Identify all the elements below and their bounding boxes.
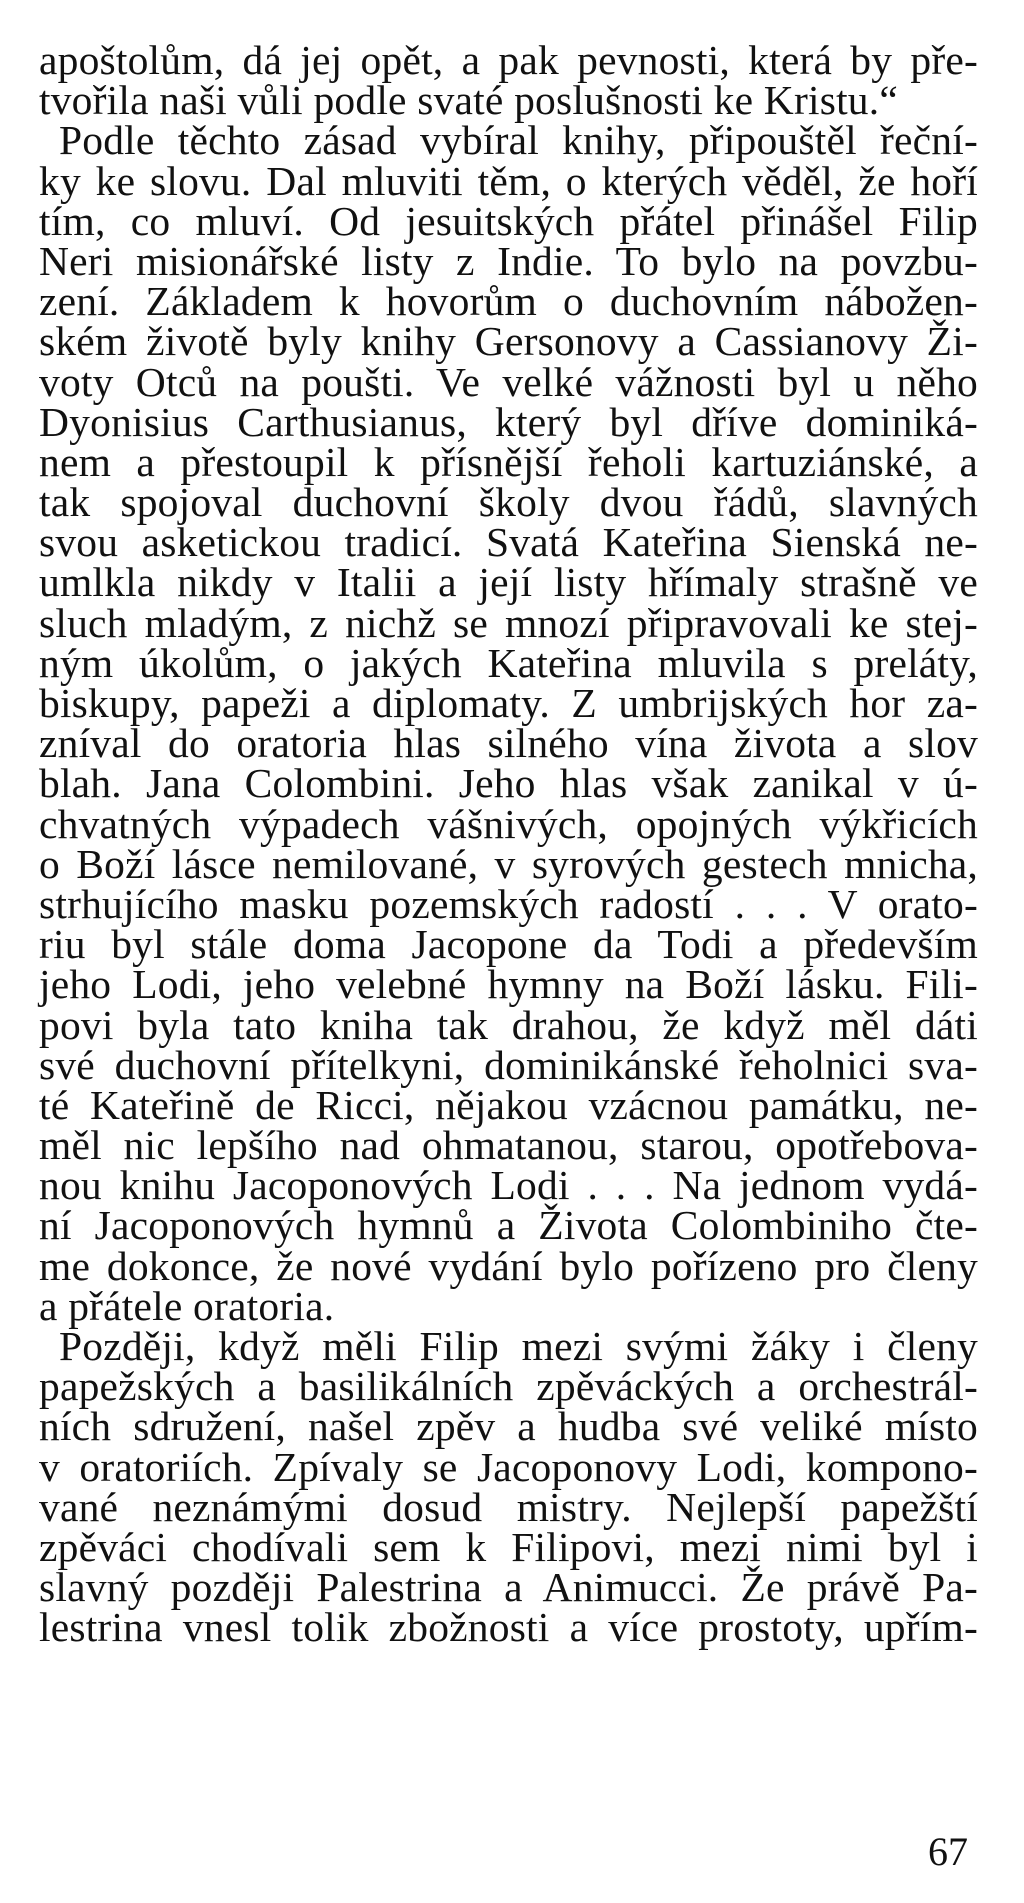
text-line: biskupy, papeži a diplomaty. Z umbrijských hor za- [39, 680, 978, 726]
paragraph-1 [39, 37, 978, 124]
text-line: měl nic lepšího nad ohmatanou, starou, opotřebova- [39, 1122, 978, 1169]
text-line: ní Jacoponových hymnů a Života Colombiniho čte- [39, 1202, 978, 1249]
text-line: riu byl stále doma Jacopone da Todi a především [39, 921, 978, 968]
text-line: Podle těchto zásad vybíral knihy, připouštěl řeční- [59, 117, 978, 164]
text-line: chvatných výpadech vášnivých, opojných výkřicích [39, 800, 978, 847]
text-line: a přátele oratoria. [39, 1282, 335, 1329]
text-line: strhujícího masku pozemských radostí . . . V orato- [39, 880, 978, 927]
text-line: zení. Základem k hovorům o duchovním nábožen- [39, 278, 978, 325]
text-line: vané neznámými dosud mistry. Nejlepší papežští [39, 1483, 978, 1530]
text-line: Později, když měli Filip mezi svými žáky i členy [59, 1323, 978, 1369]
text-line: umlkla nikdy v Italii a její listy hřímaly strašně ve [39, 559, 978, 606]
text-line: v oratoriích. Zpívaly se Jacoponovy Lodi, kompono- [39, 1443, 978, 1490]
text-line: lestrina vnesl tolik zbožnosti a více prostoty, upřím- [39, 1604, 978, 1651]
text-line: ních sdružení, našel zpěv a hudba své veliké místo [39, 1403, 978, 1450]
text-line: tvořila naši vůli podle svaté poslušnosti ke Kristu.“ [39, 77, 898, 124]
text-line: té Kateřině de Ricci, nějakou vzácnou památku, ne- [39, 1081, 978, 1128]
text-line: ky ke slovu. Dal mluviti těm, o kterých věděl, že hoří [39, 157, 978, 204]
text-line: blah. Jana Colombini. Jeho hlas však zanikal v ú- [39, 760, 978, 807]
paragraph-2 [39, 117, 978, 1329]
text-line: sluch mladým, z nichž se mnozí připravovali ke stej- [39, 599, 978, 646]
text-line: své duchovní přítelkyni, dominikánské řeholnici sva- [39, 1041, 978, 1088]
text-line: me dokonce, že nové vydání bylo pořízeno pro členy [39, 1242, 978, 1289]
text-line: papežských a basilikálních zpěváckých a orchestrál- [39, 1363, 978, 1410]
text-line: ným úkolům, o jakých Kateřina mluvila s preláty, [39, 639, 978, 686]
text-line: nou knihu Jacoponových Lodi . . . Na jednom vydá- [39, 1162, 978, 1209]
text-line: zníval do oratoria hlas silného vína života a slov [39, 720, 978, 767]
text-line: zpěváci chodívali sem k Filipovi, mezi nimi byl i [39, 1523, 978, 1570]
text-line: voty Otců na poušti. Ve velké vážnosti byl u něho [39, 358, 978, 405]
paragraph-3 [39, 1323, 978, 1651]
text-line: tím, co mluví. Od jesuitských přátel přinášel Filip [39, 197, 978, 244]
text-line: nem a přestoupil k přísnější řeholi kartuziánské, a [39, 438, 978, 485]
text-line: tak spojoval duchovní školy dvou řádů, slavných [39, 479, 978, 526]
text-line: jeho Lodi, jeho velebné hymny na Boží lásku. Fili- [39, 961, 978, 1008]
text-line: apoštolům, dá jej opět, a pak pevnosti, která by pře- [39, 37, 978, 83]
text-line: o Boží lásce nemilované, v syrových gestech mnicha, [39, 840, 978, 887]
text-line: slavný později Palestrina a Animucci. Že právě Pa- [39, 1564, 978, 1611]
text-line: Dyonisius Carthusianus, který byl dříve dominiká- [39, 398, 978, 445]
text-line: povi byla tato kniha tak drahou, že když měl dáti [39, 1001, 978, 1048]
text-line: ském životě byly knihy Gersonovy a Cassianovy Ži- [39, 318, 978, 365]
text-line: svou asketickou tradicí. Svatá Kateřina Sienská ne- [39, 519, 978, 566]
page-number: 67 [928, 1829, 968, 1874]
text-line: Neri misionářské listy z Indie. To bylo na povzbu- [39, 237, 978, 284]
book-page-text [39, 37, 978, 1651]
